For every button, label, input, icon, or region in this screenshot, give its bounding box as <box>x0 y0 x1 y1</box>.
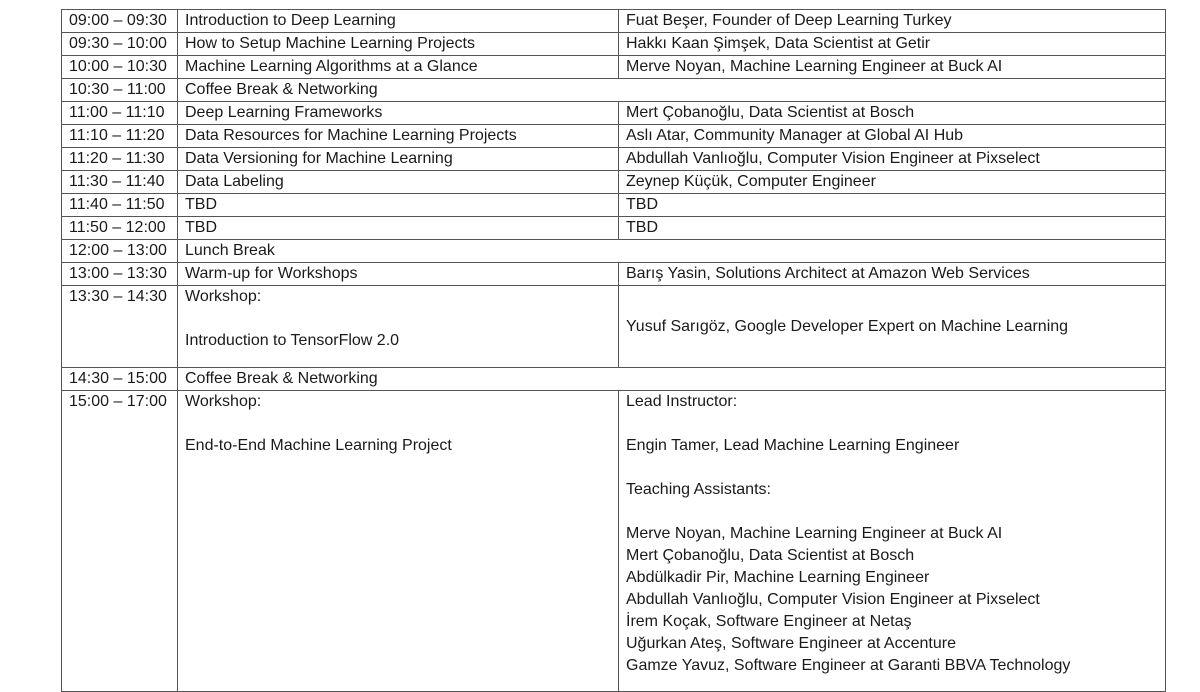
table-row <box>62 56 1166 79</box>
session-cell: Data Resources for Machine Learning Projects <box>178 125 619 148</box>
workshop-label: Workshop: <box>185 393 262 410</box>
table-row-workshop-end-to-end <box>62 391 1166 692</box>
lead-instructor-heading: Lead Instructor: <box>626 393 738 410</box>
speaker-cell <box>619 286 1166 368</box>
session-cell <box>178 286 619 368</box>
session-cell: Warm-up for Workshops <box>178 263 619 286</box>
time-text: 14:30 – 15:00 <box>69 370 167 387</box>
time-cell <box>62 391 178 692</box>
session-cell: How to Setup Machine Learning Projects <box>178 33 619 56</box>
teaching-assistants-heading: Teaching Assistants: <box>626 481 771 498</box>
session-cell: Data Labeling <box>178 171 619 194</box>
speaker-cell: TBD <box>619 194 1166 217</box>
break-cell <box>178 368 1166 391</box>
time-cell <box>62 368 178 391</box>
break-cell: Lunch Break <box>178 240 1166 263</box>
session-cell: Machine Learning Algorithms at a Glance <box>178 56 619 79</box>
table-row <box>62 240 1166 263</box>
break-cell: Coffee Break & Networking <box>178 79 1166 102</box>
table-row <box>62 10 1166 33</box>
workshop-title: End-to-End Machine Learning Project <box>185 437 452 454</box>
workshop-label: Workshop: <box>185 288 262 305</box>
lead-instructor-name: Engin Tamer, Lead Machine Learning Engineer <box>626 437 960 454</box>
speaker-cell: Zeynep Küçük, Computer Engineer <box>619 171 1166 194</box>
schedule-table <box>61 9 1166 692</box>
schedule-body <box>62 10 1166 692</box>
table-row <box>62 125 1166 148</box>
time-cell: 11:40 – 11:50 <box>62 194 178 217</box>
time-cell: 11:30 – 11:40 <box>62 171 178 194</box>
speaker-cell: Barış Yasin, Solutions Architect at Amazon Web Services <box>619 263 1166 286</box>
teaching-assistant: Gamze Yavuz, Software Engineer at Garanti BBVA Technology <box>626 657 1071 674</box>
time-cell: 11:00 – 11:10 <box>62 102 178 125</box>
speaker-cell: Hakkı Kaan Şimşek, Data Scientist at Getir <box>619 33 1166 56</box>
speaker-cell: Mert Çobanoğlu, Data Scientist at Bosch <box>619 102 1166 125</box>
session-cell: Deep Learning Frameworks <box>178 102 619 125</box>
time-cell: 10:30 – 11:00 <box>62 79 178 102</box>
session-cell: Introduction to Deep Learning <box>178 10 619 33</box>
table-row-coffee-break-2 <box>62 368 1166 391</box>
table-row <box>62 171 1166 194</box>
workshop-title: Introduction to TensorFlow 2.0 <box>185 332 400 349</box>
table-row <box>62 263 1166 286</box>
time-cell <box>62 286 178 368</box>
speaker-cell: Merve Noyan, Machine Learning Engineer at Buck AI <box>619 56 1166 79</box>
table-row <box>62 33 1166 56</box>
time-cell: 09:00 – 09:30 <box>62 10 178 33</box>
speaker-text: Yusuf Sarıgöz, Google Developer Expert on Machine Learning <box>626 317 1069 335</box>
table-row <box>62 194 1166 217</box>
teaching-assistant: Abdülkadir Pir, Machine Learning Engineer <box>626 569 930 586</box>
time-cell: 13:00 – 13:30 <box>62 263 178 286</box>
table-row <box>62 148 1166 171</box>
time-cell: 10:00 – 10:30 <box>62 56 178 79</box>
speaker-cell: Aslı Atar, Community Manager at Global AI Hub <box>619 125 1166 148</box>
time-cell: 12:00 – 13:00 <box>62 240 178 263</box>
session-cell <box>178 391 619 692</box>
teaching-assistant: Merve Noyan, Machine Learning Engineer at Buck AI <box>626 525 1003 542</box>
session-cell: TBD <box>178 217 619 240</box>
table-row-workshop-tensorflow <box>62 286 1166 368</box>
speaker-cell: TBD <box>619 217 1166 240</box>
table-row <box>62 79 1166 102</box>
speaker-cell: Fuat Beşer, Founder of Deep Learning Turkey <box>619 10 1166 33</box>
time-cell: 11:50 – 12:00 <box>62 217 178 240</box>
time-cell: 11:20 – 11:30 <box>62 148 178 171</box>
table-row <box>62 102 1166 125</box>
teaching-assistant: İrem Koçak, Software Engineer at Netaş <box>626 613 912 630</box>
break-text: Coffee Break & Networking <box>185 370 378 387</box>
table-row <box>62 217 1166 240</box>
speaker-cell: Abdullah Vanlıoğlu, Computer Vision Engineer at Pixselect <box>619 148 1166 171</box>
time-cell: 11:10 – 11:20 <box>62 125 178 148</box>
teaching-assistant: Abdullah Vanlıoğlu, Computer Vision Engineer at Pixselect <box>626 591 1040 608</box>
teaching-assistant: Mert Çobanoğlu, Data Scientist at Bosch <box>626 547 915 564</box>
time-cell: 09:30 – 10:00 <box>62 33 178 56</box>
time-text: 13:30 – 14:30 <box>69 288 167 305</box>
time-text: 15:00 – 17:00 <box>69 393 167 410</box>
teaching-assistant: Uğurkan Ateş, Software Engineer at Accenture <box>626 635 956 652</box>
instructors-cell <box>619 391 1166 692</box>
session-cell: Data Versioning for Machine Learning <box>178 148 619 171</box>
session-cell: TBD <box>178 194 619 217</box>
